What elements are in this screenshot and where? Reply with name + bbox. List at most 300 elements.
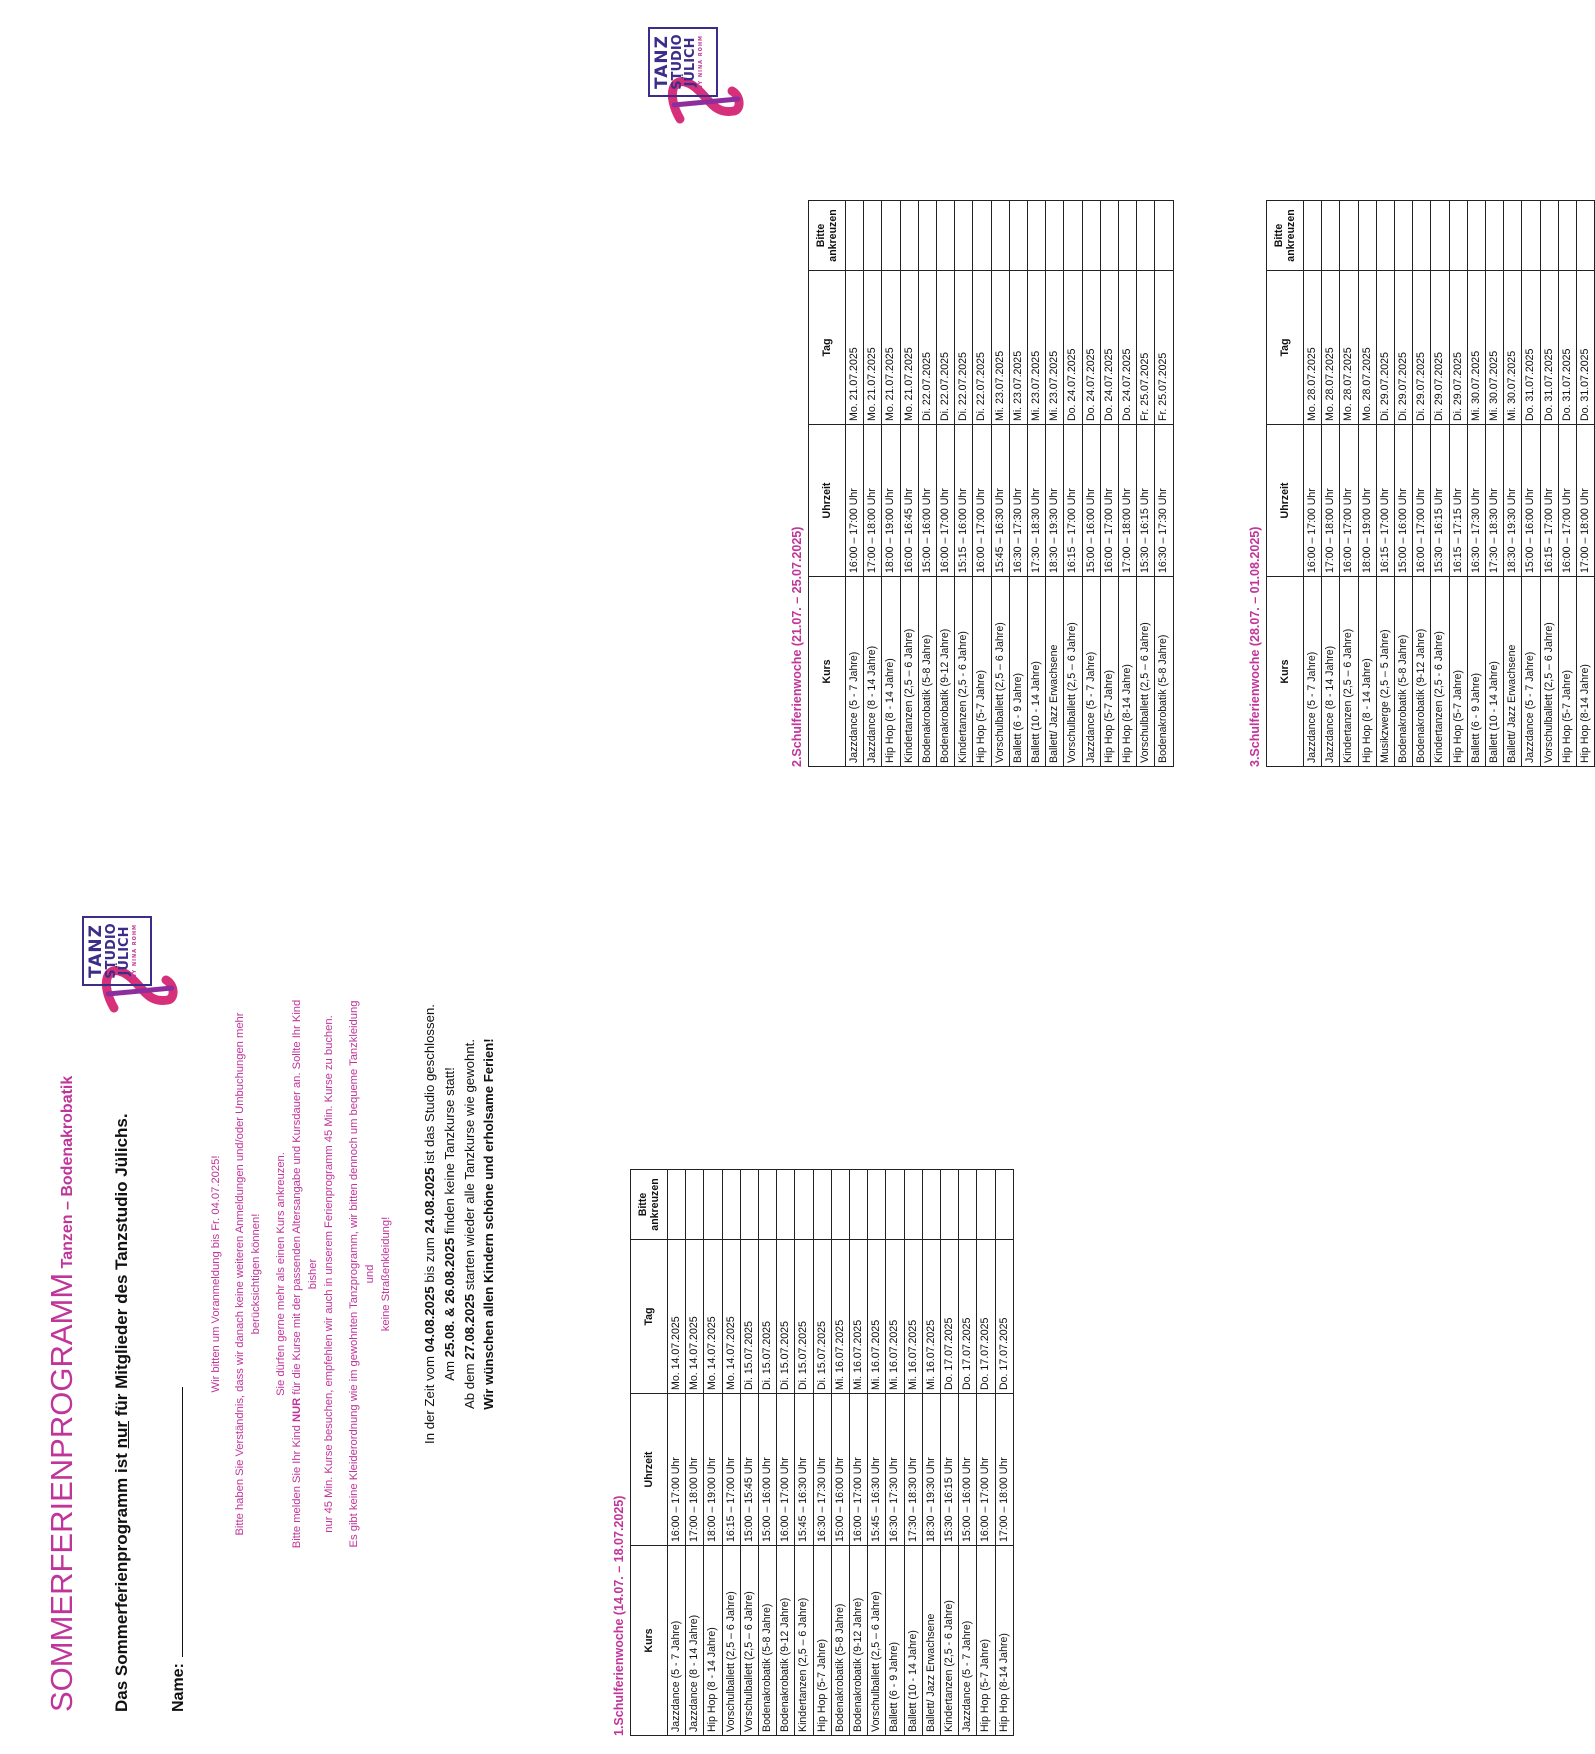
checkbox-cell[interactable] (759, 1170, 777, 1240)
cell-tag: Di. 15.07.2025 (813, 1240, 831, 1394)
table-row (1449, 201, 1467, 767)
checkbox-cell[interactable] (668, 1170, 686, 1240)
cell-tag: Mo. 21.07.2025 (846, 271, 864, 425)
table-row (1540, 201, 1558, 767)
cell-uhrzeit: 17:00 – 18:00 Uhr (995, 1394, 1013, 1546)
schedule-table-week-1 (630, 1169, 1014, 1736)
checkbox-cell[interactable] (1395, 201, 1413, 271)
cell-kurs: Kindertanzen (2,5 - 6 Jahre) (1431, 577, 1449, 767)
cell-uhrzeit: 17:00 – 18:00 Uhr (1577, 425, 1595, 577)
table-row (1322, 201, 1340, 767)
cell-tag: Mo. 21.07.2025 (882, 271, 900, 425)
cell-uhrzeit: 17:00 – 18:00 Uhr (686, 1394, 704, 1546)
cell-uhrzeit: 15:00 – 16:00 Uhr (759, 1394, 777, 1546)
cell-uhrzeit: 16:00 – 17:00 Uhr (1100, 425, 1118, 577)
checkbox-cell[interactable] (1449, 201, 1467, 271)
cell-kurs: Bodenakrobatik (5-8 Jahre) (759, 1546, 777, 1736)
cell-kurs: Musikzwerge (2,5 – 5 Jahre) (1376, 577, 1394, 767)
cell-kurs: Ballett/ Jazz Erwachsene (1504, 577, 1522, 767)
table-row (995, 1170, 1013, 1736)
cell-tag: Do. 17.07.2025 (977, 1240, 995, 1394)
cell-kurs: Bodenakrobatik (5-8 Jahre) (1155, 577, 1173, 767)
table-row (1082, 201, 1100, 767)
header-uhrzeit: Uhrzeit (809, 425, 846, 577)
cell-tag: Mi. 16.07.2025 (904, 1240, 922, 1394)
header-kurs: Kurs (809, 577, 846, 767)
table-row (1028, 201, 1046, 767)
checkbox-cell[interactable] (1504, 201, 1522, 271)
right-panel (620, 0, 1592, 877)
cell-tag: Mi. 30.07.2025 (1467, 271, 1485, 425)
cell-kurs: Bodenakrobatik (9-12 Jahre) (1413, 577, 1431, 767)
cell-tag: Do. 24.07.2025 (1082, 271, 1100, 425)
cell-uhrzeit: 15:30 – 16:15 Uhr (941, 1394, 959, 1546)
cell-tag: Mi. 23.07.2025 (1028, 271, 1046, 425)
cell-kurs: Hip Hop (8 - 14 Jahre) (882, 577, 900, 767)
cell-uhrzeit: 17:00 – 18:00 Uhr (864, 425, 882, 577)
tanzstudio-logo: TANZ STUDIO JÜLICH BY NINA ROHM (78, 914, 178, 1014)
table-row (759, 1170, 777, 1736)
cell-uhrzeit: 16:00 – 17:00 Uhr (1413, 425, 1431, 577)
checkbox-cell[interactable] (1304, 201, 1322, 271)
cell-uhrzeit: 17:30 – 18:30 Uhr (904, 1394, 922, 1546)
cell-kurs: Vorschulballett (2,5 – 6 Jahre) (1540, 577, 1558, 767)
cell-uhrzeit: 16:15 – 17:00 Uhr (1540, 425, 1558, 577)
checkbox-cell[interactable] (1119, 201, 1137, 271)
cell-kurs: Jazzdance (8 - 14 Jahre) (686, 1546, 704, 1736)
table-row (882, 201, 900, 767)
tanzstudio-logo-2: TANZ STUDIO JÜLICH BY NINA ROHM (644, 25, 744, 125)
cell-tag: Mi. 16.07.2025 (922, 1240, 940, 1394)
checkbox-cell[interactable] (977, 1170, 995, 1240)
cell-kurs: Bodenakrobatik (9-12 Jahre) (937, 577, 955, 767)
table-row (1467, 201, 1485, 767)
checkbox-cell[interactable] (777, 1170, 795, 1240)
table-row (941, 1170, 959, 1736)
cell-uhrzeit: 15:00 – 16:00 Uhr (959, 1394, 977, 1546)
cell-kurs: Jazzdance (8 - 14 Jahre) (1322, 577, 1340, 767)
cell-tag: Mi. 16.07.2025 (831, 1240, 849, 1394)
table-row (740, 1170, 758, 1736)
cell-uhrzeit: 17:30 – 18:30 Uhr (1028, 425, 1046, 577)
table-row (1413, 201, 1431, 767)
cell-tag: Do. 24.07.2025 (1119, 271, 1137, 425)
cell-tag: Di. 29.07.2025 (1449, 271, 1467, 425)
header-bitte-ankreuzen: Bitte ankreuzen (631, 1170, 668, 1240)
registration-notes (208, 994, 402, 1554)
cell-uhrzeit: 16:00 – 17:00 Uhr (777, 1394, 795, 1546)
checkbox-cell[interactable] (1009, 201, 1027, 271)
table-row (1100, 201, 1118, 767)
closing-info (420, 944, 499, 1504)
cell-uhrzeit: 16:00 – 17:00 Uhr (846, 425, 864, 577)
cell-uhrzeit: 15:45 – 16:30 Uhr (795, 1394, 813, 1546)
note-age-duration: Bitte melden Sie Ihr Kind NUR für die Kurse mit der passenden Altersangabe und Kursdauer an. Sollte Ihr Kind bisher nur 45 Min. Kurse besuchen, empfehlen wir auch in unserem Ferienprogramm 45 Min. Kurse zu buchen. (290, 999, 336, 1549)
table-row (668, 1170, 686, 1736)
checkbox-cell[interactable] (740, 1170, 758, 1240)
cell-kurs: Bodenakrobatik (5-8 Jahre) (918, 577, 936, 767)
table-row (1064, 201, 1082, 767)
cell-uhrzeit: 16:15 – 17:00 Uhr (1376, 425, 1394, 577)
table-row (1155, 201, 1173, 767)
cell-tag: Do. 17.07.2025 (995, 1240, 1013, 1394)
cell-uhrzeit: 16:00 – 17:00 Uhr (1558, 425, 1576, 577)
table-row (850, 1170, 868, 1736)
table-row (977, 1170, 995, 1736)
table-row (1486, 201, 1504, 767)
program-subtitle: Tanzen – Bodenakrobatik (59, 1075, 76, 1269)
cell-uhrzeit: 15:00 – 16:00 Uhr (1395, 425, 1413, 577)
cell-uhrzeit: 16:15 – 17:00 Uhr (722, 1394, 740, 1546)
left-panel (0, 877, 1010, 1754)
checkbox-cell[interactable] (918, 201, 936, 271)
table-row (846, 201, 864, 767)
cell-kurs: Hip Hop (8 - 14 Jahre) (704, 1546, 722, 1736)
table-row (1558, 201, 1576, 767)
cell-tag: Mi. 23.07.2025 (1009, 271, 1027, 425)
checkbox-cell[interactable] (1028, 201, 1046, 271)
header-uhrzeit: Uhrzeit (631, 1394, 668, 1546)
cell-kurs: Kindertanzen (2,5 - 6 Jahre) (955, 577, 973, 767)
cell-tag: Do. 24.07.2025 (1064, 271, 1082, 425)
checkbox-cell[interactable] (1064, 201, 1082, 271)
checkbox-cell[interactable] (795, 1170, 813, 1240)
note-dresscode: Es gibt keine Kleiderordnung wie im gewohnten Tanzprogramm, wir bitten dennoch um bequeme Tanzkleidung und keine Straßenkleidung! (347, 1000, 393, 1548)
cell-kurs: Vorschulballett (2,5 – 6 Jahre) (1064, 577, 1082, 767)
checkbox-cell[interactable] (1082, 201, 1100, 271)
cell-kurs: Ballett/ Jazz Erwachsene (1046, 577, 1064, 767)
cell-tag: Mo. 28.07.2025 (1340, 271, 1358, 425)
cell-uhrzeit: 16:30 – 17:30 Uhr (1155, 425, 1173, 577)
cell-tag: Mo. 14.07.2025 (686, 1240, 704, 1394)
cell-kurs: Hip Hop (5-7 Jahre) (813, 1546, 831, 1736)
cell-uhrzeit: 15:30 – 16:15 Uhr (1431, 425, 1449, 577)
cell-uhrzeit: 18:30 – 19:30 Uhr (922, 1394, 940, 1546)
table-row (1046, 201, 1064, 767)
cell-kurs: Kindertanzen (2,5 – 6 Jahre) (900, 577, 918, 767)
cell-tag: Mo. 14.07.2025 (704, 1240, 722, 1394)
cell-kurs: Bodenakrobatik (5-8 Jahre) (831, 1546, 849, 1736)
cell-tag: Mi. 16.07.2025 (850, 1240, 868, 1394)
cell-tag: Mi. 16.07.2025 (886, 1240, 904, 1394)
checkbox-cell[interactable] (941, 1170, 959, 1240)
cell-uhrzeit: 16:30 – 17:30 Uhr (1467, 425, 1485, 577)
table-row (973, 201, 991, 767)
cell-tag: Fr. 25.07.2025 (1137, 271, 1155, 425)
cell-kurs: Jazzdance (5 - 7 Jahre) (668, 1546, 686, 1736)
table-header-row (631, 1170, 668, 1736)
cell-tag: Do. 17.07.2025 (941, 1240, 959, 1394)
cell-tag: Di. 22.07.2025 (918, 271, 936, 425)
checkbox-cell[interactable] (831, 1170, 849, 1240)
checkbox-cell[interactable] (704, 1170, 722, 1240)
cell-uhrzeit: 16:30 – 17:30 Uhr (813, 1394, 831, 1546)
table-row (1395, 201, 1413, 767)
cell-tag: Mi. 30.07.2025 (1486, 271, 1504, 425)
cell-kurs: Hip Hop (5-7 Jahre) (1449, 577, 1467, 767)
cell-uhrzeit: 15:00 – 15:45 Uhr (740, 1394, 758, 1546)
table-row (904, 1170, 922, 1736)
header-bitte-ankreuzen: Bitte ankreuzen (1267, 201, 1304, 271)
cell-uhrzeit: 15:00 – 16:00 Uhr (831, 1394, 849, 1546)
header-tag: Tag (809, 271, 846, 425)
checkbox-cell[interactable] (722, 1170, 740, 1240)
table-row (1431, 201, 1449, 767)
table-row (937, 201, 955, 767)
cell-kurs: Vorschulballett (2,5 – 6 Jahre) (1137, 577, 1155, 767)
cell-kurs: Hip Hop (8-14 Jahre) (1119, 577, 1137, 767)
header-tag: Tag (631, 1240, 668, 1394)
cell-uhrzeit: 16:00 – 17:00 Uhr (850, 1394, 868, 1546)
table-row (991, 201, 1009, 767)
cell-kurs: Bodenakrobatik (9-12 Jahre) (777, 1546, 795, 1736)
table-row (1119, 201, 1137, 767)
cell-kurs: Hip Hop (5-7 Jahre) (1100, 577, 1118, 767)
table-row (922, 1170, 940, 1736)
cell-kurs: Ballett (10 - 14 Jahre) (1486, 577, 1504, 767)
cell-kurs: Jazzdance (5 - 7 Jahre) (1522, 577, 1540, 767)
cell-tag: Di. 15.07.2025 (795, 1240, 813, 1394)
table-header-row (809, 201, 846, 767)
schedule-table-week-2 (808, 200, 1174, 767)
cell-kurs: Kindertanzen (2,5 – 6 Jahre) (795, 1546, 813, 1736)
cell-uhrzeit: 18:30 – 19:30 Uhr (1046, 425, 1064, 577)
table-row (886, 1170, 904, 1736)
cell-tag: Di. 22.07.2025 (937, 271, 955, 425)
checkbox-cell[interactable] (882, 201, 900, 271)
cell-tag: Do. 17.07.2025 (959, 1240, 977, 1394)
table-row (831, 1170, 849, 1736)
checkbox-cell[interactable] (1322, 201, 1340, 271)
table-row (704, 1170, 722, 1736)
table-row (1504, 201, 1522, 767)
table-row (686, 1170, 704, 1736)
cell-tag: Mi. 23.07.2025 (1046, 271, 1064, 425)
checkbox-cell[interactable] (1100, 201, 1118, 271)
checkbox-cell[interactable] (937, 201, 955, 271)
name-field (168, 1387, 188, 1712)
checkbox-cell[interactable] (973, 201, 991, 271)
cell-tag: Di. 29.07.2025 (1376, 271, 1394, 425)
week-1-title: 1.Schulferienwoche (14.07. – 18.07.2025) (612, 1495, 626, 1736)
checkbox-cell[interactable] (1155, 201, 1173, 271)
checkbox-cell[interactable] (1577, 201, 1595, 271)
cell-kurs: Kindertanzen (2,5 - 6 Jahre) (941, 1546, 959, 1736)
schedule-table-week-3 (1266, 200, 1595, 767)
table-row (1358, 201, 1376, 767)
cell-kurs: Ballett (10 - 14 Jahre) (904, 1546, 922, 1736)
checkbox-cell[interactable] (1522, 201, 1540, 271)
checkbox-cell[interactable] (850, 1170, 868, 1240)
header-kurs: Kurs (631, 1546, 668, 1736)
header-bitte-ankreuzen: Bitte ankreuzen (809, 201, 846, 271)
closing-line-3: Ab dem 27.08.2025 starten wieder alle Tanzkurse wie gewohnt. (461, 1039, 477, 1409)
cell-uhrzeit: 16:00 – 17:00 Uhr (973, 425, 991, 577)
header-tag: Tag (1267, 271, 1304, 425)
table-row (1304, 201, 1322, 767)
cell-tag: Mi. 16.07.2025 (868, 1240, 886, 1394)
cell-uhrzeit: 15:45 – 16:30 Uhr (991, 425, 1009, 577)
table-row (1577, 201, 1595, 767)
cell-kurs: Kindertanzen (2,5 – 6 Jahre) (1340, 577, 1358, 767)
note-no-changes: Bitte haben Sie Verständnis, dass wir danach keine weiteren Anmeldungen und/oder Umbuchungen mehr berücksichtigen können! (234, 1012, 263, 1536)
checkbox-cell[interactable] (1486, 201, 1504, 271)
cell-kurs: Hip Hop (8-14 Jahre) (995, 1546, 1013, 1736)
cell-uhrzeit: 15:00 – 16:00 Uhr (918, 425, 936, 577)
name-line[interactable] (168, 1387, 183, 1657)
cell-tag: Do. 31.07.2025 (1558, 271, 1576, 425)
cell-uhrzeit: 16:15 – 17:00 Uhr (1064, 425, 1082, 577)
checkbox-cell[interactable] (1558, 201, 1576, 271)
cell-kurs: Jazzdance (5 - 7 Jahre) (959, 1546, 977, 1736)
cell-kurs: Ballett (6 - 9 Jahre) (1009, 577, 1027, 767)
checkbox-cell[interactable] (1431, 201, 1449, 271)
table-row (813, 1170, 831, 1736)
checkbox-cell[interactable] (1340, 201, 1358, 271)
cell-uhrzeit: 17:30 – 18:30 Uhr (1486, 425, 1504, 577)
table-row (959, 1170, 977, 1736)
table-row (1009, 201, 1027, 767)
cell-kurs: Ballett (10 - 14 Jahre) (1028, 577, 1046, 767)
checkbox-cell[interactable] (991, 201, 1009, 271)
cell-tag: Di. 15.07.2025 (759, 1240, 777, 1394)
cell-uhrzeit: 16:00 – 17:00 Uhr (1304, 425, 1322, 577)
cell-kurs: Jazzdance (5 - 7 Jahre) (1304, 577, 1322, 767)
cell-uhrzeit: 18:00 – 19:00 Uhr (704, 1394, 722, 1546)
closing-line-4: Wir wünschen allen Kindern schöne und erholsame Ferien! (481, 1038, 497, 1410)
cell-uhrzeit: 16:00 – 17:00 Uhr (937, 425, 955, 577)
table-row (1376, 201, 1394, 767)
cell-kurs: Vorschulballett (2,5 – 6 Jahre) (868, 1546, 886, 1736)
cell-uhrzeit: 17:00 – 18:00 Uhr (1322, 425, 1340, 577)
checkbox-cell[interactable] (868, 1170, 886, 1240)
checkbox-cell[interactable] (1137, 201, 1155, 271)
cell-tag: Do. 31.07.2025 (1577, 271, 1595, 425)
program-title: SOMMERFERIENPROGRAMM (44, 1272, 79, 1712)
week-3-title: 3.Schulferienwoche (28.07. – 01.08.2025) (1248, 526, 1262, 767)
cell-tag: Di. 15.07.2025 (740, 1240, 758, 1394)
cell-uhrzeit: 16:00 – 17:00 Uhr (1340, 425, 1358, 577)
cell-kurs: Hip Hop (8-14 Jahre) (1577, 577, 1595, 767)
checkbox-cell[interactable] (1467, 201, 1485, 271)
name-label: Name: (170, 1663, 187, 1712)
checkbox-cell[interactable] (1540, 201, 1558, 271)
cell-uhrzeit: 18:00 – 19:00 Uhr (882, 425, 900, 577)
cell-kurs: Vorschulballett (2,5 – 6 Jahre) (722, 1546, 740, 1736)
table-row (955, 201, 973, 767)
cell-uhrzeit: 16:30 – 17:30 Uhr (886, 1394, 904, 1546)
table-header-row (1267, 201, 1304, 767)
table-row (1522, 201, 1540, 767)
cell-kurs: Ballett/ Jazz Erwachsene (922, 1546, 940, 1736)
cell-tag: Mo. 14.07.2025 (722, 1240, 740, 1394)
cell-uhrzeit: 18:00 – 19:00 Uhr (1358, 425, 1376, 577)
cell-tag: Di. 29.07.2025 (1431, 271, 1449, 425)
cell-uhrzeit: 15:30 – 16:15 Uhr (1137, 425, 1155, 577)
checkbox-cell[interactable] (846, 201, 864, 271)
checkbox-cell[interactable] (904, 1170, 922, 1240)
checkbox-cell[interactable] (900, 201, 918, 271)
cell-uhrzeit: 15:45 – 16:30 Uhr (868, 1394, 886, 1546)
intro-text: Das Sommerferienprogramm ist nur für Mitglieder des Tanzstudio Jülichs. (112, 1113, 131, 1712)
cell-kurs: Hip Hop (5-7 Jahre) (977, 1546, 995, 1736)
cell-tag: Mo. 21.07.2025 (900, 271, 918, 425)
checkbox-cell[interactable] (1376, 201, 1394, 271)
checkbox-cell[interactable] (813, 1170, 831, 1240)
checkbox-cell[interactable] (1358, 201, 1376, 271)
cell-tag: Mo. 28.07.2025 (1322, 271, 1340, 425)
note-multiple: Sie dürfen gerne mehr als einen Kurs ankreuzen. (274, 1152, 287, 1396)
table-row (777, 1170, 795, 1736)
closing-line-1: In der Zeit vom 04.08.2025 bis zum 24.08.2025 ist das Studio geschlossen. (422, 1004, 437, 1444)
checkbox-cell[interactable] (959, 1170, 977, 1240)
cell-kurs: Hip Hop (5-7 Jahre) (973, 577, 991, 767)
cell-kurs: Jazzdance (5 - 7 Jahre) (846, 577, 864, 767)
checkbox-cell[interactable] (1046, 201, 1064, 271)
checkbox-cell[interactable] (995, 1170, 1013, 1240)
cell-kurs: Hip Hop (5-7 Jahre) (1558, 577, 1576, 767)
cell-tag: Do. 31.07.2025 (1540, 271, 1558, 425)
cell-kurs: Bodenakrobatik (9-12 Jahre) (850, 1546, 868, 1736)
note-deadline: Wir bitten um Voranmeldung bis Fr. 04.07.2025! (210, 1155, 222, 1393)
cell-tag: Di. 15.07.2025 (777, 1240, 795, 1394)
cell-kurs: Bodenakrobatik (5-8 Jahre) (1395, 577, 1413, 767)
checkbox-cell[interactable] (864, 201, 882, 271)
cell-uhrzeit: 16:30 – 17:30 Uhr (1009, 425, 1027, 577)
cell-tag: Do. 24.07.2025 (1100, 271, 1118, 425)
cell-kurs: Ballett (6 - 9 Jahre) (1467, 577, 1485, 767)
table-row (918, 201, 936, 767)
cell-tag: Mo. 28.07.2025 (1358, 271, 1376, 425)
checkbox-cell[interactable] (886, 1170, 904, 1240)
checkbox-cell[interactable] (686, 1170, 704, 1240)
cell-tag: Fr. 25.07.2025 (1155, 271, 1173, 425)
cell-kurs: Ballett (6 - 9 Jahre) (886, 1546, 904, 1736)
cell-tag: Mi. 30.07.2025 (1504, 271, 1522, 425)
week-2-title: 2.Schulferienwoche (21.07. – 25.07.2025) (790, 526, 804, 767)
closing-line-2: Am 25.08. & 26.08.2025 finden keine Tanzkurse statt! (441, 1067, 457, 1381)
checkbox-cell[interactable] (922, 1170, 940, 1240)
cell-kurs: Jazzdance (5 - 7 Jahre) (1082, 577, 1100, 767)
cell-uhrzeit: 15:00 – 16:00 Uhr (1082, 425, 1100, 577)
checkbox-cell[interactable] (955, 201, 973, 271)
cell-tag: Do. 31.07.2025 (1522, 271, 1540, 425)
checkbox-cell[interactable] (1413, 201, 1431, 271)
cell-tag: Mi. 23.07.2025 (991, 271, 1009, 425)
cell-kurs: Jazzdance (8 - 14 Jahre) (864, 577, 882, 767)
cell-uhrzeit: 15:15 – 16:00 Uhr (955, 425, 973, 577)
cell-tag: Di. 29.07.2025 (1413, 271, 1431, 425)
cell-tag: Di. 22.07.2025 (973, 271, 991, 425)
table-row (864, 201, 882, 767)
cell-tag: Di. 22.07.2025 (955, 271, 973, 425)
header-kurs: Kurs (1267, 577, 1304, 767)
cell-tag: Mo. 21.07.2025 (864, 271, 882, 425)
cell-uhrzeit: 16:00 – 16:45 Uhr (900, 425, 918, 577)
table-row (1137, 201, 1155, 767)
header-uhrzeit: Uhrzeit (1267, 425, 1304, 577)
table-row (795, 1170, 813, 1736)
cell-uhrzeit: 16:15 – 17:15 Uhr (1449, 425, 1467, 577)
table-row (900, 201, 918, 767)
cell-uhrzeit: 15:00 – 16:00 Uhr (1522, 425, 1540, 577)
cell-uhrzeit: 18:30 – 19:30 Uhr (1504, 425, 1522, 577)
cell-tag: Di. 29.07.2025 (1395, 271, 1413, 425)
cell-uhrzeit: 17:00 – 18:00 Uhr (1119, 425, 1137, 577)
cell-kurs: Vorschulballett (2,5 – 6 Jahre) (740, 1546, 758, 1736)
table-row (1340, 201, 1358, 767)
cell-kurs: Hip Hop (8 - 14 Jahre) (1358, 577, 1376, 767)
